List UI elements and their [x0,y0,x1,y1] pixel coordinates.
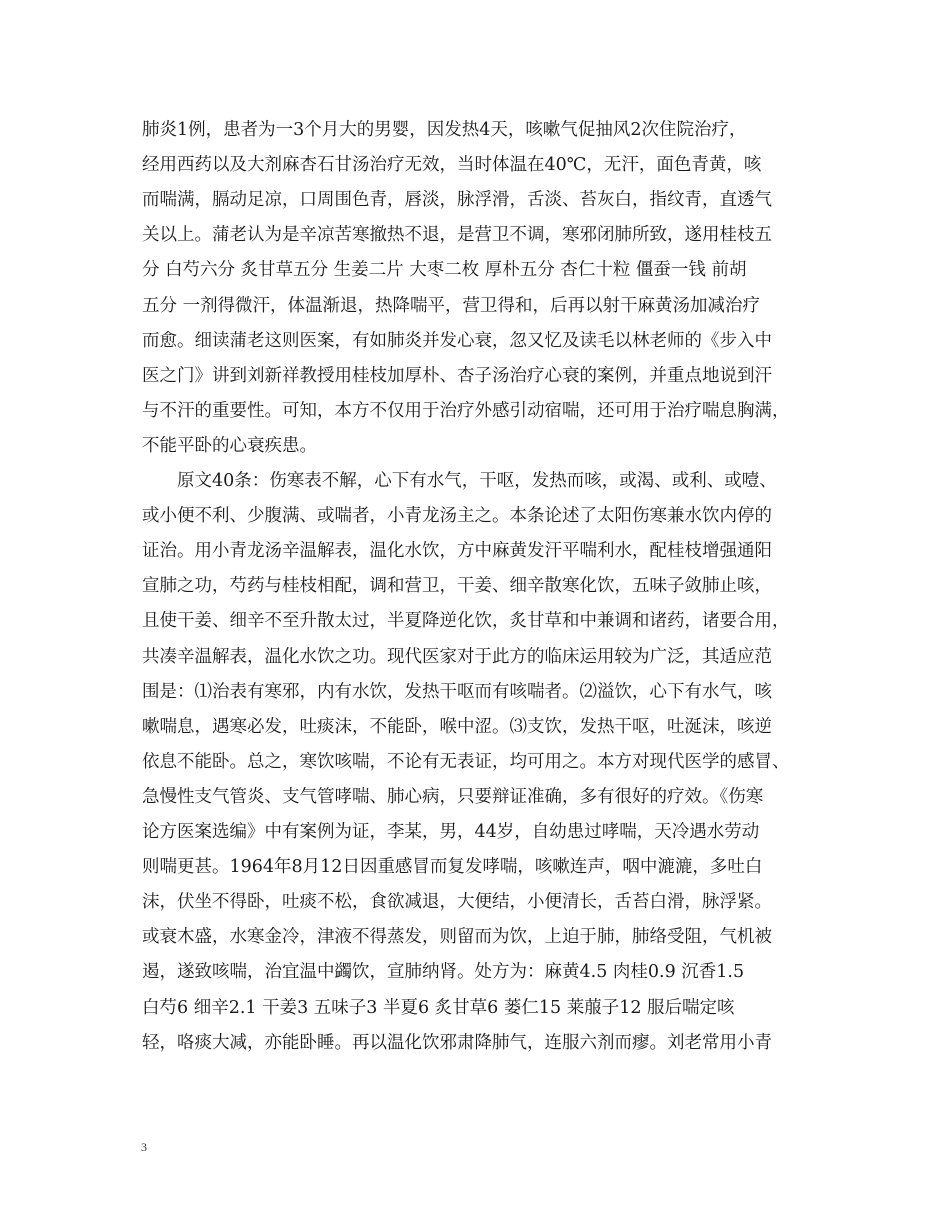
text-line: 嗽喘息，遇寒必发，吐痰沫，不能卧，喉中涩。⑶支饮，发热干呕，吐涎沫，咳逆 [142,716,772,737]
text-line: 宣肺之功，芍药与桂枝相配，调和营卫，干姜、细辛散寒化饮，五味子敛肺止咳， [142,576,772,597]
text-line: 分 白芍六分 炙甘草五分 生姜二片 大枣二枚 厚朴五分 杏仁十粒 僵蚕一钱 前胡 [142,260,747,281]
text-line: 经用西药以及大剂麻杏石甘汤治疗无效，当时体温在40℃，无汗，面色青黄，咳 [142,155,762,176]
text-line: 不能平卧的心衰疾患。 [142,435,317,456]
text-line: 围是：⑴治表有寒邪，内有水饮，发热干呕而有咳喘者。⑵溢饮，心下有水气，咳 [142,681,772,702]
text-line: 共凑辛温解表，温化水饮之功。现代医家对于此方的临床运用较为广泛，其适应范 [142,646,772,667]
page-number: 3 [141,1140,147,1154]
text-line: 证治。用小青龙汤辛温解表，温化水饮，方中麻黄发汗平喘利水，配桂枝增强通阳 [142,541,772,562]
text-line: 且使干姜、细辛不至升散太过，半夏降逆化饮，炙甘草和中兼调和诸药，诸要合用， [142,611,790,632]
text-line: 或小便不利、少腹满、或喘者，小青龙汤主之。本条论述了太阳伤寒兼水饮内停的 [142,506,772,527]
text-line: 与不汗的重要性。可知，本方不仅用于治疗外感引动宿喘，还可用于治疗喘息胸满， [142,400,790,421]
text-line: 轻，咯痰大减，亦能卧睡。再以温化饮邪肃降肺气，连服六剂而瘳。刘老常用小青 [142,1032,772,1053]
text-line: 则喘更甚。1964年8月12日因重感冒而复发哮喘，咳嗽连声，咽中漉漉，多吐白 [142,857,763,878]
text-line: 原文40条：伤寒表不解，心下有水气，干呕，发热而咳，或渴、或利、或噎、 [142,471,777,491]
text-line: 依息不能卧。总之，寒饮咳喘，不论有无表证，均可用之。本方对现代医学的感冒、 [142,751,790,772]
text-line: 五分 一剂得微汗，体温渐退，热降喘平，营卫得和，后再以射干麻黄汤加减治疗 [142,295,761,316]
text-line: 白芍6 细辛2.1 干姜3 五味子3 半夏6 炙甘草6 蒌仁15 莱菔子12 服后喘定咳 [142,997,735,1018]
text-line: 关以上。蒲老认为是辛凉苦寒撤热不退，是营卫不调，寒邪闭肺所致，遂用桂枝五 [142,225,772,246]
text-line: 急慢性支气管炎、支气管哮喘、肺心病，只要辩证准确，多有很好的疗效。《伤寒 [142,786,764,807]
text-line: 论方医案选编》中有案例为证，李某，男，44岁，自幼患过哮喘，天冷遇水劳动 [142,822,760,842]
text-line: 而愈。细读蒲老这则医案，有如肺炎并发心衰，忽又忆及读毛以林老师的《步入中 [142,330,772,351]
text-line: 遏，遂致咳喘，治宜温中蠲饮，宣肺纳肾。处方为：麻黄4.5 肉桂0.9 沉香1.5 [142,962,745,983]
text-line: 或衰木盛，水寒金冷，津液不得蒸发，则留而为饮，上迫于肺，肺络受阻，气机被 [142,927,772,948]
text-line: 肺炎1例，患者为一3个月大的男婴，因发热4天，咳嗽气促抽风2次住院治疗， [142,120,747,140]
text-line: 沫，伏坐不得卧，吐痰不松，食欲减退，大便结，小便清长，舌苔白滑，脉浮紧。 [142,892,772,913]
text-line: 而喘满，膈动足凉，口周围色青，唇淡，脉浮滑，舌淡、苔灰白，指纹青，直透气 [142,190,772,211]
text-line: 医之门》讲到刘新祥教授用桂枝加厚朴、杏子汤治疗心衰的案例，并重点地说到汗 [142,365,772,386]
